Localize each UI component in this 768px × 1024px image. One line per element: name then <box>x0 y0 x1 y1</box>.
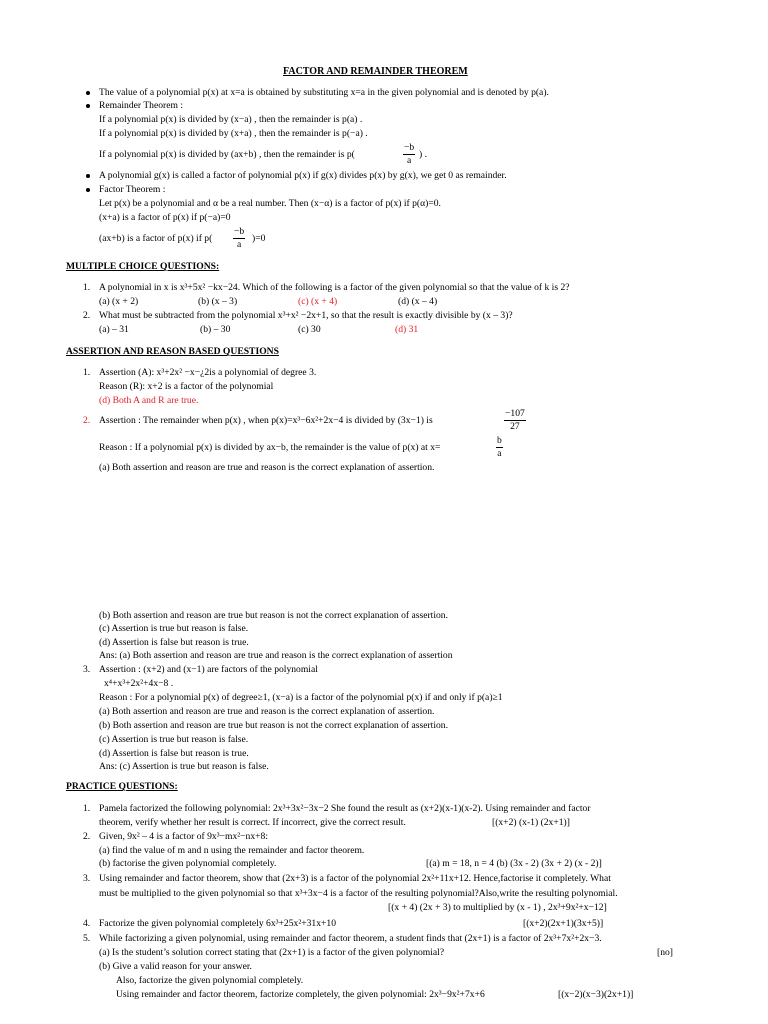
practice-q1-answer: [(x+2) (x-1) (2x+1)] <box>492 817 570 828</box>
remainder-rule-3-fraction <box>403 143 415 165</box>
ar-q2-answer: Ans: (a) Both assertion and reason are true and reason is the correct explanation of assertion <box>99 650 453 661</box>
practice-q3-line1: Using remainder and factor theorem, show that (2x+3) is a factor of the polynomial 2x²+11x+12. Hence,factorise it completely. What <box>99 873 611 884</box>
practice-heading: PRACTICE QUESTIONS: <box>66 781 178 792</box>
bullet-dot <box>86 91 90 95</box>
practice-q2-part-b: (b) factorise the given polynomial completely. <box>99 858 277 869</box>
question-number: 1. <box>83 282 91 293</box>
mcq-q1-text: A polynomial in x is x³+5x² −kx−24. Which of the following is a factor of the given polynomial so that the value of k is 2? <box>99 282 570 293</box>
ar-q2-option-b: (b) Both assertion and reason are true but reason is not the correct explanation of assertion. <box>99 610 448 621</box>
factor-theorem-heading: Factor Theorem : <box>99 184 166 195</box>
fraction-denominator: 27 <box>510 420 520 432</box>
mcq-q1-option-a: (a) (x + 2) <box>99 296 139 307</box>
remainder-rule-3: If a polynomial p(x) is divided by (ax+b) , then the remainder is p( <box>99 149 355 160</box>
factor-rule-2-fraction <box>233 227 245 249</box>
mcq-q2-option-c: (c) 30 <box>298 324 321 335</box>
question-number: 3. <box>83 873 91 884</box>
practice-q5-line1: While factorizing a given polynomial, using remainder and factor theorem, a student finds that (2x+1) is a factor of 2x³+7x²+2x−3. <box>99 933 602 944</box>
practice-q4-answer: [(x+2)(2x+1)(3x+5)] <box>523 918 604 929</box>
practice-q3-answer: [(x + 4) (2x + 3) to multiplied by (x - 1) , 2x³+9x²+x−12] <box>388 902 607 913</box>
practice-q2-part-a: (a) find the value of m and n using the remainder and factor theorem. <box>99 845 365 856</box>
mcq-q1-option-d: (d) (x – 4) <box>398 296 438 307</box>
practice-q1-line2: theorem, verify whether her result is correct. If incorrect, give the correct result. <box>99 817 406 828</box>
intro-value-definition: The value of a polynomial p(x) at x=a is obtained by substituting x=a in the given polynomial and is denoted by p(a). <box>99 87 549 98</box>
practice-q5-part-b: (b) Give a valid reason for your answer. <box>99 961 252 972</box>
question-number: 5. <box>83 933 91 944</box>
ar-q3-reason: Reason : For a polynomial p(x) of degree≥1, (x−a) is a factor of the polynomial p(x) if and only if p(a)≥1 <box>99 692 503 703</box>
bullet-dot <box>86 174 90 178</box>
ar-q2-reason: Reason : If a polynomial p(x) is divided by ax−b, the remainder is the value of p(x) at x= <box>99 442 441 453</box>
ar-q2-assertion-fraction <box>504 409 526 431</box>
ar-q1-reason: Reason (R): x+2 is a factor of the polynomial <box>99 381 274 392</box>
fraction-denominator: a <box>236 238 242 250</box>
practice-q5-part-d-answer: [(x−2)(x−3)(2x+1)] <box>558 989 634 1000</box>
practice-q2-line1: Given, 9x² – 4 is a factor of 9x³−mx²−nx+8: <box>99 831 269 842</box>
ar-q3-option-c: (c) Assertion is true but reason is false. <box>99 734 249 745</box>
factor-rule-2-end: )=0 <box>252 233 266 244</box>
practice-q4-line1: Factorize the given polynomial completely 6x³+25x²+31x+10 <box>99 918 336 929</box>
ar-q3-assertion: Assertion : (x+2) and (x−1) are factors of the polynomial <box>99 664 318 675</box>
fraction-numerator: −b <box>234 226 245 237</box>
ar-q3-option-b: (b) Both assertion and reason are true but reason is not the correct explanation of assertion. <box>99 720 448 731</box>
factor-definition: A polynomial g(x) is called a factor of polynomial p(x) if g(x) divides p(x) by g(x), we get 0 as remainder. <box>99 170 507 181</box>
factor-rule-2: (ax+b) is a factor of p(x) if p( <box>99 233 213 244</box>
question-number: 2. <box>83 831 91 842</box>
page-title: FACTOR AND REMAINDER THEOREM <box>283 66 468 77</box>
practice-q5-part-d: Using remainder and factor theorem, factorize completely, the given polynomial: 2x³−9x²+7x+6 <box>116 989 485 1000</box>
ar-q2-option-a: (a) Both assertion and reason are true and reason is the correct explanation of assertion. <box>99 462 435 473</box>
ar-q2-option-d: (d) Assertion is false but reason is true. <box>99 637 249 648</box>
mcq-q1-option-c-answer: (c) (x + 4) <box>298 296 338 307</box>
ar-q1-assertion: Assertion (A): x³+2x² −x−¿2is a polynomial of degree 3. <box>99 367 317 378</box>
question-number: 1. <box>83 367 91 378</box>
factor-rule-1: (x+a) is a factor of p(x) if p(−a)=0 <box>99 212 231 223</box>
ar-q1-answer: (d) Both A and R are true. <box>99 395 199 406</box>
practice-q2-answer: [(a) m = 18, n = 4 (b) (3x - 2) (3x + 2) (x - 2)] <box>426 858 602 869</box>
ar-q2-reason-fraction <box>496 436 503 458</box>
ar-q3-answer: Ans: (c) Assertion is true but reason is false. <box>99 761 269 772</box>
ar-q2-option-c: (c) Assertion is true but reason is false. <box>99 623 249 634</box>
remainder-rule-2: If a polynomial p(x) is divided by (x+a) , then the remainder is p(−a) . <box>99 128 368 139</box>
ar-q3-option-a: (a) Both assertion and reason are true and reason is the correct explanation of assertion. <box>99 706 435 717</box>
ar-heading: ASSERTION AND REASON BASED QUESTIONS <box>66 346 279 357</box>
question-number: 1. <box>83 803 91 814</box>
question-number: 2. <box>83 310 91 321</box>
mcq-q2-option-a: (a) – 31 <box>99 324 129 335</box>
fraction-denominator: a <box>406 154 412 166</box>
fraction-numerator: −107 <box>505 408 525 419</box>
bullet-dot <box>86 104 90 108</box>
ar-q3-option-d: (d) Assertion is false but reason is true. <box>99 748 249 759</box>
fraction-numerator: −b <box>404 142 415 153</box>
practice-q1-line1: Pamela factorized the following polynomial: 2x³+3x²−3x−2 She found the result as (x+2)(x-1)(x-2). Using remainder and factor <box>99 803 591 814</box>
mcq-q2-option-d-answer: (d) 31 <box>395 324 419 335</box>
question-number: 2. <box>83 415 91 426</box>
practice-q3-line2: must be multiplied to the given polynomial so that x³+3x−4 is a factor of the resulting polynomial?Also,write the resulting polynomial. <box>99 888 618 899</box>
practice-q5-part-c: Also, factorize the given polynomial completely. <box>116 975 304 986</box>
bullet-dot <box>86 188 90 192</box>
remainder-rule-1: If a polynomial p(x) is divided by (x−a) , then the remainder is p(a) . <box>99 114 363 125</box>
fraction-denominator: a <box>497 447 502 459</box>
mcq-q2-option-b: (b) – 30 <box>200 324 231 335</box>
mcq-q1-option-b: (b) (x – 3) <box>198 296 238 307</box>
factor-theorem-statement: Let p(x) be a polynomial and α be a real number. Then (x−α) is a factor of p(x) if p(α)=0. <box>99 198 441 209</box>
mcq-q2-text: What must be subtracted from the polynomial x³+x² −2x+1, so that the result is exactly divisible by (x – 3)? <box>99 310 513 321</box>
mcq-heading: MULTIPLE CHOICE QUESTIONS: <box>66 261 220 272</box>
practice-q5-part-a: (a) Is the student’s solution correct stating that (2x+1) is a factor of the given polynomial? <box>99 947 445 958</box>
remainder-rule-3-end: ) . <box>419 149 427 160</box>
practice-q5-part-a-answer: [no] <box>657 947 673 958</box>
question-number: 4. <box>83 918 91 929</box>
remainder-theorem-heading: Remainder Theorem : <box>99 100 184 111</box>
fraction-numerator: b <box>497 435 502 446</box>
ar-q3-polynomial: x⁴+x³+2x²+4x−8 . <box>104 678 174 689</box>
ar-q2-assertion: Assertion : The remainder when p(x) , when p(x)=x³−6x²+2x−4 is divided by (3x−1) is <box>99 415 433 426</box>
question-number: 3. <box>83 664 91 675</box>
